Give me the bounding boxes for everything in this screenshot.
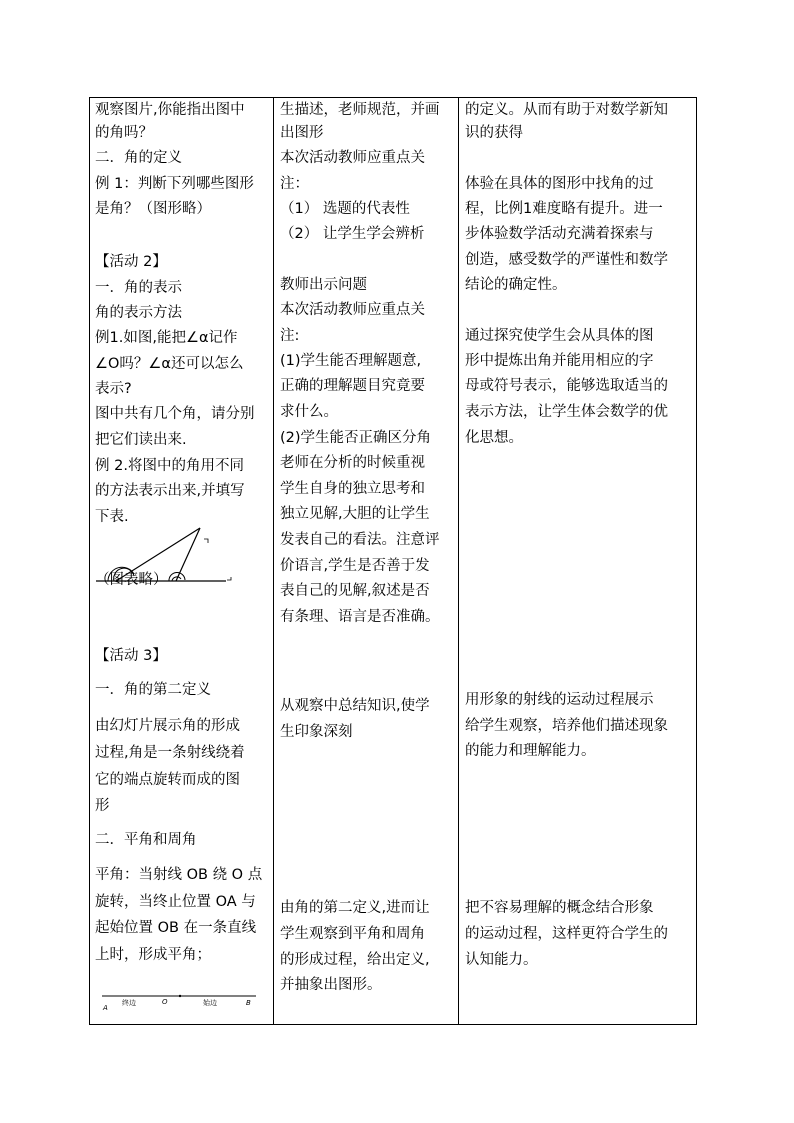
right-text-line: 的定义。从而有助于对数学新知 <box>465 102 668 118</box>
right-text-line: 体验在具体的图形中找角的过 <box>465 176 654 192</box>
left-text-line: 一．角的第二定义 <box>95 682 211 698</box>
middle-text-line: 由角的第二定义,进而让 <box>280 900 430 916</box>
terminal-side-label: 终边 <box>122 999 136 1007</box>
middle-text-line: 本次活动教师应重点关 <box>280 302 425 318</box>
right-text-line: 给学生观察，培养他们描述现象 <box>465 718 668 734</box>
right-text-line: 把不容易理解的概念结合形象 <box>465 900 654 916</box>
right-text-line: 结论的确定性。 <box>465 277 567 293</box>
left-text-line: 的方法表示出来,并填写 <box>95 483 245 499</box>
point-a-label: A <box>103 1004 108 1012</box>
middle-text-line: 生印象深刻 <box>280 724 353 740</box>
design-intent-cell <box>459 98 697 1025</box>
right-text-line: 的运动过程，这样更符合学生的 <box>465 926 668 942</box>
middle-text-line: (1)学生能否理解题意, <box>280 353 422 369</box>
straight-angle-figure <box>100 990 260 1014</box>
right-text-line: 母或符号表示，能够选取适当的 <box>465 378 668 394</box>
left-text-line: 起始位置 OB 在一条直线 <box>95 920 257 936</box>
right-text-line: 形中提炼出角并能用相应的字 <box>465 353 654 369</box>
left-text-line: 是角？（图形略） <box>95 201 211 217</box>
middle-text-line: 价语言,学生是否善于发 <box>280 558 430 574</box>
left-text-line: 例 2.将图中的角用不同 <box>95 458 244 474</box>
left-text-line: 由幻灯片展示角的形成 <box>95 718 240 734</box>
middle-text-line: 从观察中总结知识,使学 <box>280 698 430 714</box>
left-text-line: 下表. <box>95 509 129 525</box>
left-text-line: 一．角的表示 <box>95 280 182 296</box>
teacher-activity-cell <box>274 98 459 1025</box>
middle-text-line: 表自己的见解,叙述是否 <box>280 583 430 599</box>
middle-text-line: 发表自己的看法。注意评 <box>280 532 440 548</box>
left-text-line: 二．角的定义 <box>95 150 182 166</box>
left-text-line: 二．平角和周角 <box>95 832 197 848</box>
right-text-line: 表示方法，让学生体会数学的优 <box>465 404 668 420</box>
left-text-line: 过程,角是一条射线绕着 <box>95 745 245 761</box>
right-text-line: 步体验数学活动充满着探索与 <box>465 226 654 242</box>
left-text-line: 它的端点旋转而成的图 <box>95 772 240 788</box>
left-text-line: 【活动 2】 <box>95 254 167 270</box>
middle-text-line: 正确的理解题目究竟要 <box>280 378 425 394</box>
middle-text-line: 注： <box>280 176 309 192</box>
left-text-line: 角的表示方法 <box>95 305 182 321</box>
middle-text-line: （2） 让学生学会辨析 <box>280 226 425 242</box>
middle-text-line: 老师在分析的时候重视 <box>280 455 425 471</box>
left-text-line: 旋转，当终止位置 OA 与 <box>95 894 256 910</box>
middle-text-line: 学生观察到平角和周角 <box>280 926 425 942</box>
initial-side-label: 始边 <box>203 999 217 1007</box>
right-text-line: 的能力和理解能力。 <box>465 743 596 759</box>
left-text-line: 例1.如图,能把∠α记作 <box>95 330 238 346</box>
middle-text-line: 生描述，老师规范，并画 <box>280 102 440 118</box>
right-text-line: 创造，感受数学的严谨性和数学 <box>465 252 668 268</box>
right-text-line: 化思想。 <box>465 430 523 446</box>
right-text-line: 通过探究使学生会从具体的图 <box>465 328 654 344</box>
left-text-line: 例 1：判断下列哪些图形 <box>95 176 254 192</box>
left-text-line: ∠O吗？∠α还可以怎么 <box>95 356 244 372</box>
right-text-line: 程，比例1难度略有提升。进一 <box>465 201 663 217</box>
point-b-label: B <box>246 999 251 1007</box>
right-text-line: 识的获得 <box>465 125 523 141</box>
left-text-line: 把它们读出来. <box>95 432 187 448</box>
middle-text-line: 本次活动教师应重点关 <box>280 150 425 166</box>
left-text-line: 表示? <box>95 381 132 397</box>
middle-text-line: (2)学生能否正确区分角 <box>280 430 432 446</box>
left-text-line: 的角吗？ <box>95 125 153 141</box>
middle-text-line: 出图形 <box>280 125 324 141</box>
left-text-line: （图表略） <box>95 572 168 588</box>
middle-text-line: 求什么。 <box>280 404 338 420</box>
left-text-line: 形 <box>95 798 110 814</box>
right-text-line: 认知能力。 <box>465 952 538 968</box>
left-text-line: 上时，形成平角； <box>95 947 211 963</box>
left-text-line: 图中共有几个角，请分别 <box>95 406 255 422</box>
middle-text-line: 有条理、语言是否准确。 <box>280 609 440 625</box>
left-text-line: 【活动 3】 <box>95 648 167 664</box>
left-text-line: 观察图片,你能指出图中 <box>95 102 245 118</box>
middle-text-line: 独立见解,大胆的让学生 <box>280 506 430 522</box>
right-text-line: 用形象的射线的运动过程展示 <box>465 692 654 708</box>
middle-text-line: 的形成过程，给出定义, <box>280 952 430 968</box>
middle-text-line: 学生自身的独立思考和 <box>280 481 425 497</box>
middle-text-line: 教师出示问题 <box>280 277 367 293</box>
middle-text-line: （1） 选题的代表性 <box>280 201 410 217</box>
middle-text-line: 并抽象出图形。 <box>280 977 382 993</box>
angle-figure <box>94 524 244 596</box>
point-o-label: O <box>162 998 168 1006</box>
left-text-line: 平角：当射线 OB 绕 O 点 <box>95 867 263 883</box>
middle-text-line: 注: <box>280 328 300 344</box>
